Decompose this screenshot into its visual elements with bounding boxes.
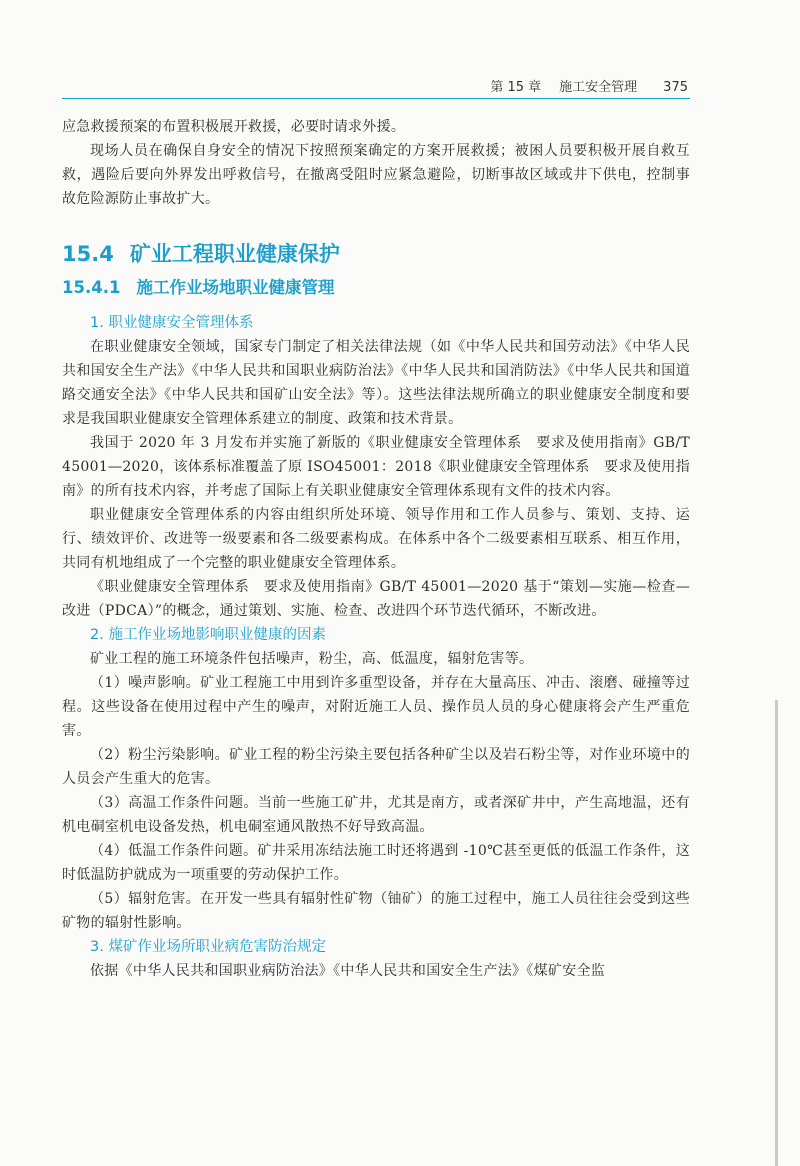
page-content [62, 115, 690, 983]
subsection-number: 15.4.1 [62, 278, 121, 297]
paragraph: 我国于 2020 年 3 月发布并实施了新版的《职业健康安全管理体系 要求及使用指南》GB/T 45001—2020，该体系标准覆盖了原 ISO45001：2018《职业健康安全管理体系 要求及使用指南》的所有技术内容，并考虑了国际上有关职业健康安全管理体系现有文件的技术内容。 [62, 435, 690, 499]
paragraph: 现场人员在确保自身安全的情况下按照预案确定的方案开展救援；被困人员要积极开展自救互救，遇险后要向外界发出呼救信号，在撤离受阻时应紧急避险，切断事故区域或井下供电，控制事故危险源防止事故扩大。 [62, 143, 690, 207]
section-title: 矿业工程职业健康保护 [129, 242, 340, 266]
part3-heading: 3. 煤矿作业场所职业病危害防治规定 [90, 939, 326, 955]
part2-heading: 2. 施工作业场地影响职业健康的因素 [90, 627, 326, 643]
header-text [490, 76, 688, 95]
part1-heading: 1. 职业健康安全管理体系 [90, 315, 254, 331]
subsection-heading [62, 275, 690, 301]
header-title: 施工安全管理 [559, 80, 638, 95]
list-item: （2）粉尘污染影响。矿业工程的粉尘污染主要包括各种矿尘以及岩石粉尘等，对作业环境中的人员会产生重大的危害。 [62, 747, 690, 787]
paragraph: 矿业工程的施工环境条件包括噪声，粉尘，高、低温度，辐射危害等。 [90, 651, 534, 667]
section-number: 15.4 [62, 242, 114, 266]
section-heading [62, 239, 690, 269]
paragraph-continued: 应急救援预案的布置积极展开救援，必要时请求外援。 [62, 119, 406, 135]
paragraph: 在职业健康安全领域，国家专门制定了相关法律法规（如《中华人民共和国劳动法》《中华人民共和国安全生产法》《中华人民共和国职业病防治法》《中华人民共和国消防法》《中华人民共和国道路交通安全法》《中华人民共和国矿山安全法》等）。这些法律法规所确立的职业健康安全制度和要求是我国职业健康安全管理体系建立的制度、政策和技术背景。 [62, 339, 690, 427]
list-item: （3）高温工作条件问题。当前一些施工矿井，尤其是南方，或者深矿井中，产生高地温，还有机电硐室机电设备发热，机电硐室通风散热不好导致高温。 [62, 795, 690, 835]
paragraph: 依据《中华人民共和国职业病防治法》《中华人民共和国安全生产法》《煤矿安全监 [90, 963, 606, 979]
page-number: 375 [663, 80, 688, 95]
paragraph: 《职业健康安全管理体系 要求及使用指南》GB/T 45001—2020 基于“策划—实施—检查—改进（PDCA）”的概念，通过策划、实施、检查、改进四个环节迭代循环，不断改进。 [62, 579, 690, 619]
list-item: （5）辐射危害。在开发一些具有辐射性矿物（铀矿）的施工过程中，施工人员往往会受到这些矿物的辐射性影响。 [62, 891, 690, 931]
subsection-title: 施工作业场地职业健康管理 [136, 278, 335, 297]
running-header [62, 72, 690, 99]
paragraph: 职业健康安全管理体系的内容由组织所处环境、领导作用和工作人员参与、策划、支持、运行、绩效评价、改进等一级要素和各二级要素构成。在体系中各个二级要素相互联系、相互作用，共同有机地组成了一个完整的职业健康安全管理体系。 [62, 507, 690, 571]
header-chapter: 第 15 章 [490, 80, 542, 95]
list-item: （1）噪声影响。矿业工程施工中用到许多重型设备，并存在大量高压、冲击、滚磨、碰撞等过程。这些设备在使用过程中产生的噪声，对附近施工人员、操作员人员的身心健康将会产生严重危害。 [62, 675, 690, 739]
list-item: （4）低温工作条件问题。矿井采用冻结法施工时还将遇到 -10℃甚至更低的低温工作条件，这时低温防护就成为一项重要的劳动保护工作。 [62, 843, 690, 883]
page-edge-shadow [775, 700, 778, 1166]
